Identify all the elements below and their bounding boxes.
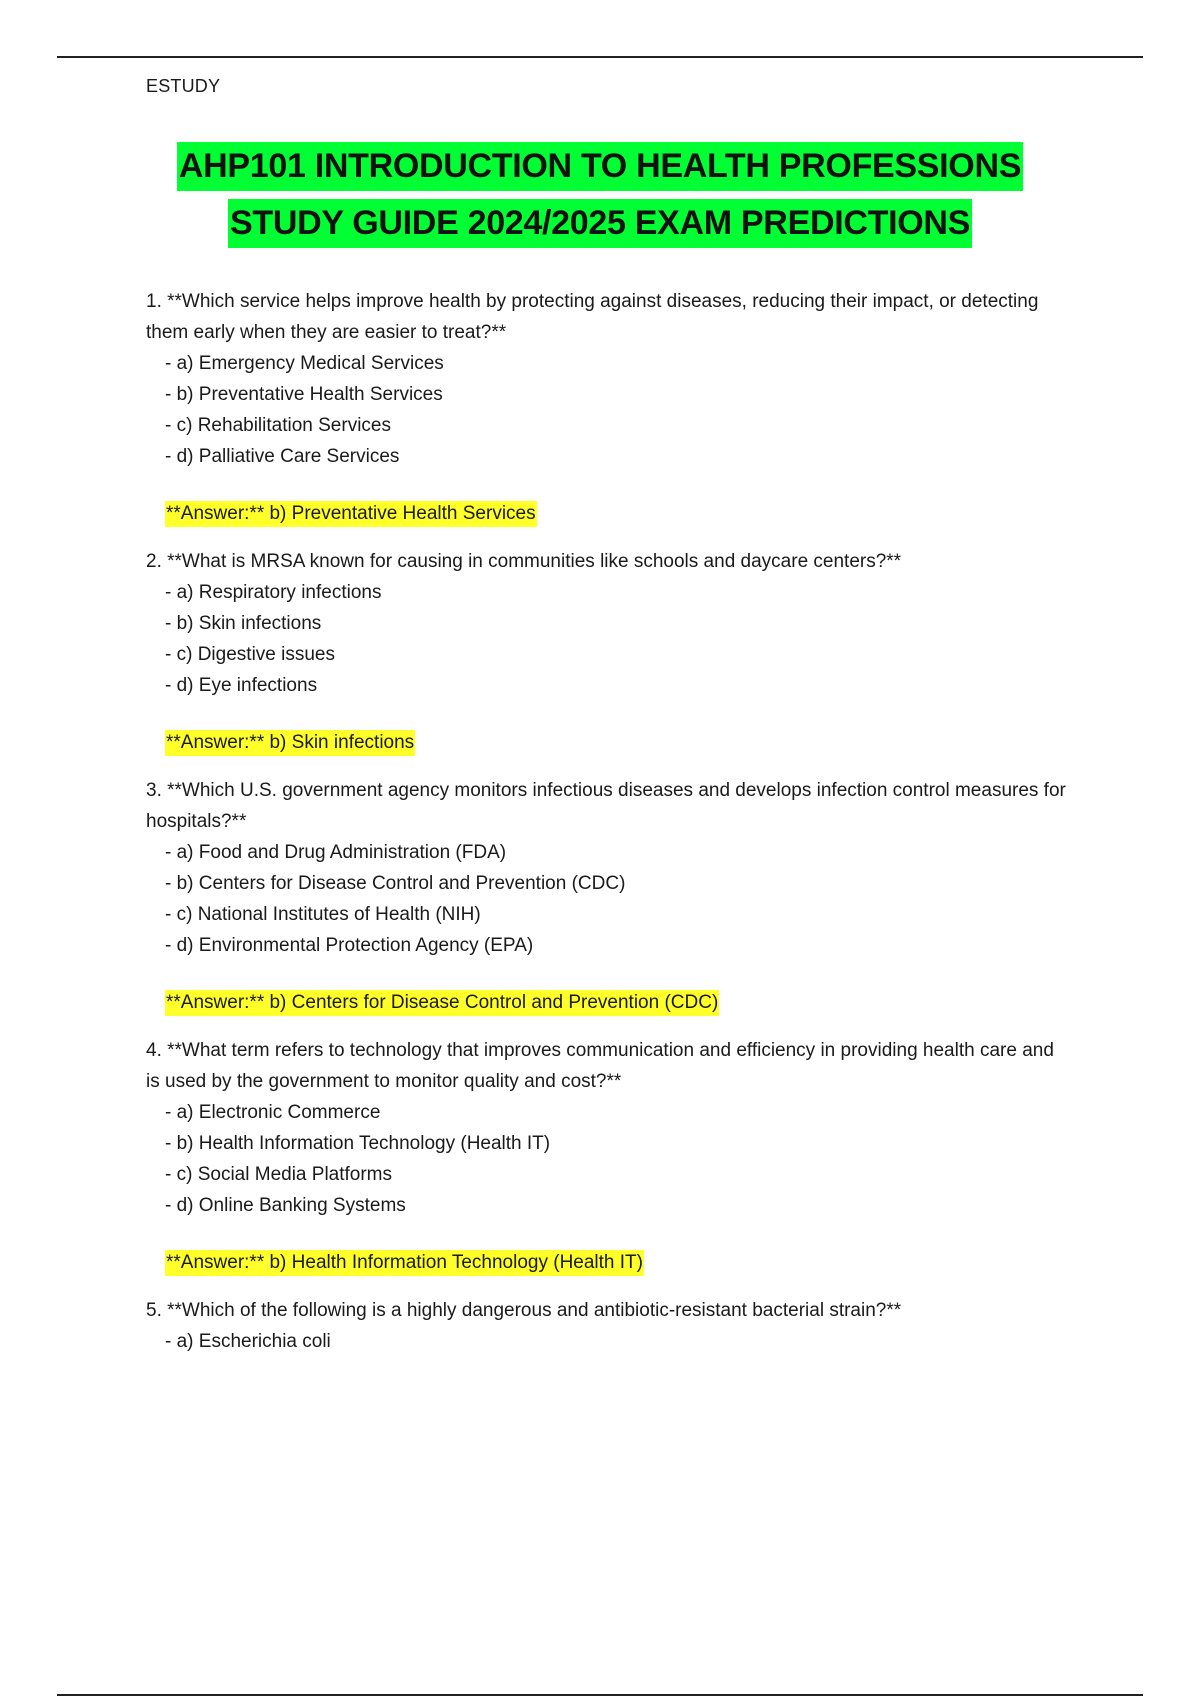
question-text: 2. **What is MRSA known for causing in communities like schools and daycare centers?** (146, 551, 902, 572)
document-title (0, 142, 1200, 256)
option-b: - b) Skin infections (165, 613, 322, 634)
question-4 (146, 1035, 1066, 1278)
question-2 (146, 546, 1066, 758)
answer-highlight: **Answer:** b) Skin infections (165, 730, 415, 756)
option-c: - c) Social Media Platforms (165, 1164, 393, 1185)
option-a: - a) Emergency Medical Services (165, 353, 444, 374)
answer-row (146, 1247, 1066, 1278)
title-line-2-text: STUDY GUIDE 2024/2025 EXAM PREDICTIONS (228, 199, 972, 248)
question-1 (146, 286, 1066, 529)
answer-highlight: **Answer:** b) Health Information Technology (Health IT) (165, 1250, 644, 1276)
option-list (146, 577, 1066, 701)
question-list (146, 286, 1066, 1374)
answer-row (146, 727, 1066, 758)
answer-row (146, 987, 1066, 1018)
question-3 (146, 775, 1066, 1018)
title-line-2 (0, 199, 1200, 248)
question-text: 4. **What term refers to technology that improves communication and efficiency in providing health care and is used by the government to monitor quality and cost?** (146, 1040, 1054, 1092)
question-text: 1. **Which service helps improve health by protecting against diseases, reducing their impact, or detecting them early when they are easier to treat?** (146, 291, 1039, 343)
answer-row (146, 498, 1066, 529)
option-d: - d) Palliative Care Services (165, 446, 400, 467)
option-list (146, 1097, 1066, 1221)
title-line-1 (0, 142, 1200, 191)
question-text: 3. **Which U.S. government agency monitors infectious diseases and develops infection control measures for hospitals?** (146, 780, 1066, 832)
bottom-divider (57, 1694, 1143, 1696)
option-b: - b) Centers for Disease Control and Prevention (CDC) (165, 873, 626, 894)
question-5 (146, 1295, 1066, 1357)
option-b: - b) Preventative Health Services (165, 384, 443, 405)
answer-highlight: **Answer:** b) Centers for Disease Control and Prevention (CDC) (165, 990, 719, 1016)
top-divider (57, 56, 1143, 58)
option-d: - d) Environmental Protection Agency (EPA) (165, 935, 534, 956)
option-a: - a) Respiratory infections (165, 582, 382, 603)
answer-highlight: **Answer:** b) Preventative Health Services (165, 501, 537, 527)
option-list (146, 1326, 1066, 1357)
option-d: - d) Online Banking Systems (165, 1195, 406, 1216)
option-c: - c) Rehabilitation Services (165, 415, 391, 436)
option-a: - a) Escherichia coli (165, 1331, 331, 1352)
option-d: - d) Eye infections (165, 675, 318, 696)
option-list (146, 837, 1066, 961)
question-text: 5. **Which of the following is a highly dangerous and antibiotic-resistant bacterial strain?** (146, 1300, 902, 1321)
title-line-1-text: AHP101 INTRODUCTION TO HEALTH PROFESSIONS (177, 142, 1023, 191)
option-c: - c) Digestive issues (165, 644, 335, 665)
option-b: - b) Health Information Technology (Health IT) (165, 1133, 551, 1154)
option-a: - a) Electronic Commerce (165, 1102, 381, 1123)
header-label: ESTUDY (146, 76, 221, 96)
option-a: - a) Food and Drug Administration (FDA) (165, 842, 507, 863)
option-c: - c) National Institutes of Health (NIH) (165, 904, 481, 925)
option-list (146, 348, 1066, 472)
